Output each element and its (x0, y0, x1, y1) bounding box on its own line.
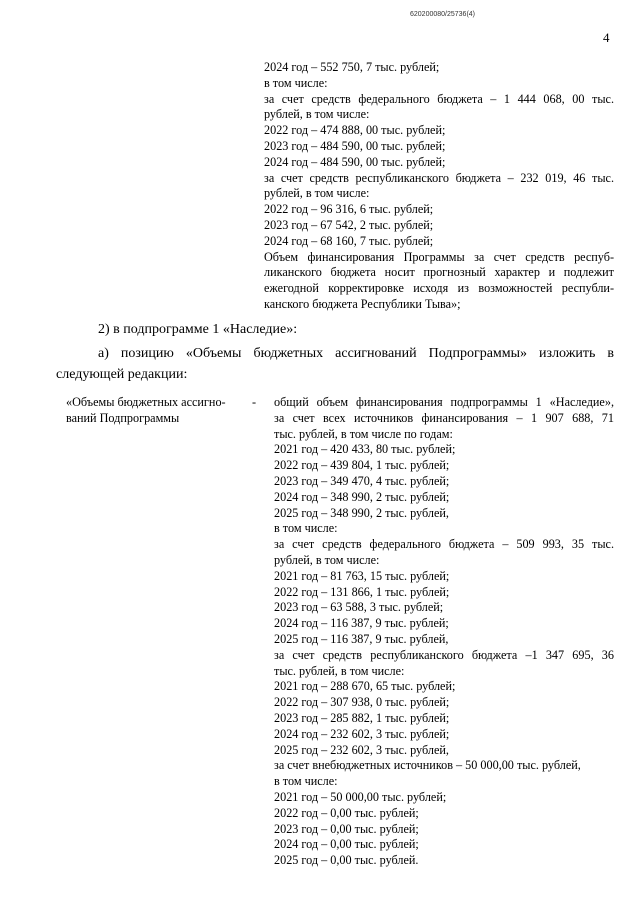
text-line: 2025 год – 348 990, 2 тыс. рублей, (274, 505, 449, 520)
text-line: за счет всех источников финансирования – 1 907 688, 71 (274, 410, 614, 425)
item-label-line: ваний Подпрограммы (66, 410, 180, 425)
item-label-line: «Объемы бюджетных ассигно- (66, 395, 226, 409)
text-line: 2025 год – 116 387, 9 тыс. рублей, (274, 631, 449, 646)
text-line: за счет средств федерального бюджета – 509 993, 35 тыс. (274, 537, 614, 552)
paragraph-a: а) позицию «Объемы бюджетных ассигнований Подпрограммы» изложить в следующей редакции: (56, 346, 614, 382)
text-line: 2023 год – 0,00 тыс. рублей; (274, 821, 419, 836)
text-line: за счет внебюджетных источников – 50 000,00 тыс. рублей, (274, 758, 581, 773)
text-line: 2022 год – 131 866, 1 тыс. рублей; (274, 584, 450, 599)
section-heading: 2) в подпрограмме 1 «Наследие»: (98, 322, 298, 337)
text-line: ежегодной корректировке исходя из возможностей республи- (264, 281, 614, 296)
text-line: 2024 год – 116 387, 9 тыс. рублей; (274, 616, 449, 631)
text-line: за счет средств республиканского бюджета – 232 019, 46 тыс. (264, 170, 614, 185)
text-line: рублей, в том числе: (274, 552, 380, 567)
text-line: 2021 год – 50 000,00 тыс. рублей; (274, 789, 447, 804)
text-line: тыс. рублей, в том числе по годам: (274, 426, 453, 441)
text-line: тыс. рублей, в том числе: (274, 663, 405, 678)
text-line: рублей, в том числе: (264, 107, 370, 122)
text-line: в том числе: (264, 75, 328, 90)
text-line: 2022 год – 439 804, 1 тыс. рублей; (274, 458, 450, 473)
text-line: 2023 год – 67 542, 2 тыс. рублей; (264, 217, 434, 232)
text-line: 2024 год – 552 750, 7 тыс. рублей; (264, 60, 440, 74)
text-line: 2024 год – 68 160, 7 тыс. рублей; (264, 233, 434, 248)
text-line: рублей, в том числе: (264, 186, 370, 201)
text-line: 2023 год – 349 470, 4 тыс. рублей; (274, 473, 450, 488)
subprogram-funding-block (274, 395, 614, 869)
text-line: в том числе: (274, 774, 338, 789)
text-line: 2021 год – 81 763, 15 тыс. рублей; (274, 568, 450, 583)
text-line: 2024 год – 0,00 тыс. рублей; (274, 837, 419, 852)
text-line: 2022 год – 96 316, 6 тыс. рублей; (264, 202, 434, 217)
text-line: за счет средств республиканского бюджета –1 347 695, 36 (274, 647, 614, 662)
text-line: 2024 год – 484 590, 00 тыс. рублей; (264, 154, 446, 169)
text-line: 2023 год – 484 590, 00 тыс. рублей; (264, 138, 446, 153)
text-line: 2022 год – 307 938, 0 тыс. рублей; (274, 695, 450, 710)
text-line: 2021 год – 420 433, 80 тыс. рублей; (274, 442, 456, 457)
text-line: общий объем финансирования подпрограммы 1 «Наследие», (274, 395, 614, 409)
funding-continuation-block (264, 60, 614, 313)
document-code: 620200080/25736(4) (410, 11, 476, 18)
text-line: 2022 год – 474 888, 00 тыс. рублей; (264, 123, 446, 138)
text-line: 2025 год – 232 602, 3 тыс. рублей, (274, 742, 449, 757)
text-line: 2024 год – 232 602, 3 тыс. рублей; (274, 726, 450, 741)
text-line: 2023 год – 63 588, 3 тыс. рублей; (274, 600, 444, 615)
text-line: 2025 год – 0,00 тыс. рублей. (274, 853, 419, 868)
text-line: в том числе: (274, 521, 338, 536)
text-line: 2021 год – 288 670, 65 тыс. рублей; (274, 679, 456, 694)
text-line: 2024 год – 348 990, 2 тыс. рублей; (274, 489, 450, 504)
text-line: канского бюджета Республики Тыва»; (264, 296, 461, 311)
text-line: Объем финансирования Программы за счет средств респуб- (264, 249, 614, 264)
text-line: 2023 год – 285 882, 1 тыс. рублей; (274, 710, 450, 725)
item-label (66, 395, 251, 427)
text-line: за счет средств федерального бюджета – 1 444 068, 00 тыс. (264, 91, 614, 106)
page-number: 4 (603, 30, 610, 45)
item-dash: - (252, 395, 257, 409)
text-line: ликанского бюджета носит прогнозный характер и подлежит (264, 265, 614, 280)
text-line: 2022 год – 0,00 тыс. рублей; (274, 805, 419, 820)
